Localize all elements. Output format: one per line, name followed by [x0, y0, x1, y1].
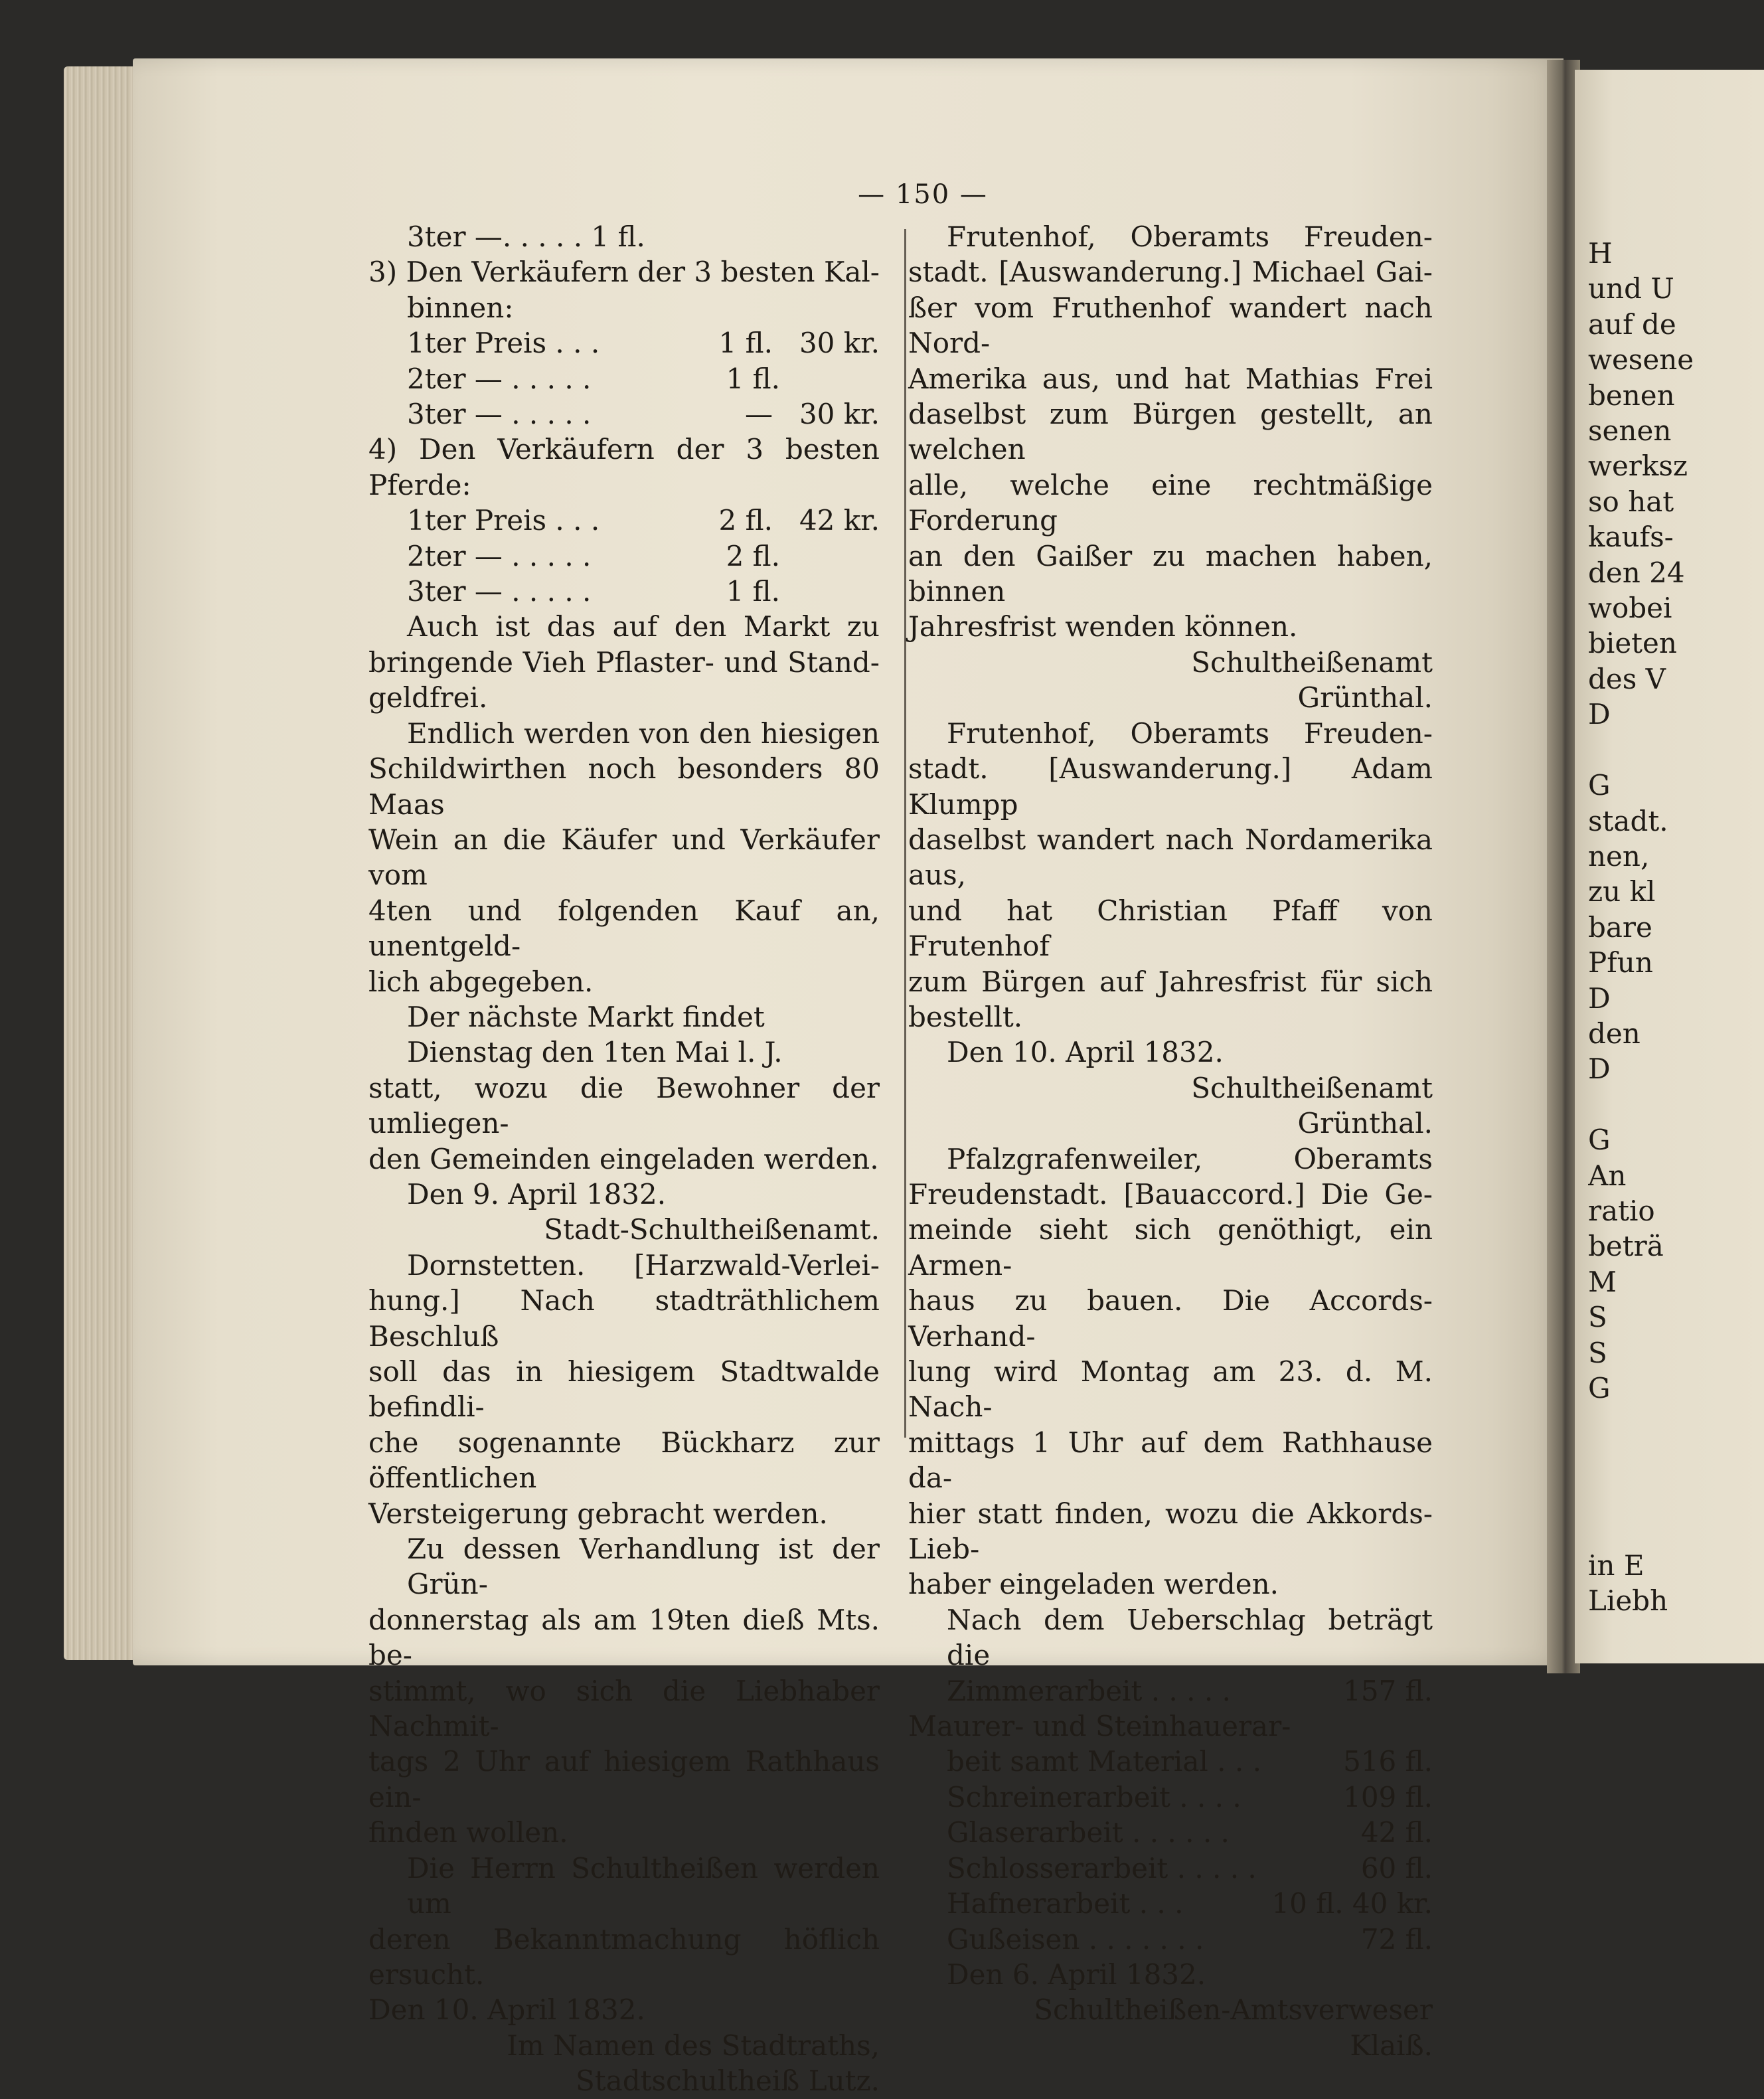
- text-line: Im Namen des Stadtraths,: [507, 2029, 880, 2062]
- text-line: den Gemeinden eingeladen werden.: [368, 1142, 879, 1175]
- text-line: G: [1588, 769, 1611, 802]
- text-line: donnerstag als am 19ten dieß Mts. be-: [368, 1603, 880, 1672]
- line-amount: 1 fl.: [726, 362, 780, 395]
- text-line: Maurer- und Steinhauerar-: [908, 1710, 1291, 1743]
- text-line: 4) Den Verkäufern der 3 besten Pferde:: [368, 433, 880, 501]
- text-line: daselbst wandert nach Nordamerika aus,: [908, 823, 1433, 892]
- line-amount: 2 fl.: [726, 539, 780, 572]
- text-line: statt, wozu die Bewohner der umliegen-: [368, 1071, 880, 1140]
- text-line: S: [1588, 1301, 1607, 1334]
- text-line: den: [1588, 1017, 1641, 1050]
- text-line: Pfun: [1588, 946, 1653, 979]
- line-amount: 2 fl.: [718, 504, 773, 537]
- line-amount-secondary: 30 kr.: [799, 398, 880, 431]
- text-line: [368, 503, 880, 538]
- text-line: finden wollen.: [368, 1816, 568, 1849]
- text-line: Den 10. April 1832.: [947, 1036, 1224, 1069]
- line-label: 3ter — . . . . .: [407, 575, 592, 608]
- text-line: daselbst zum Bürgen gestellt, an welchen: [908, 398, 1433, 466]
- text-line: deren Bekanntmachung höflich ersucht.: [368, 1922, 880, 1991]
- text-line: des V: [1588, 662, 1666, 695]
- line-spacer: [591, 396, 745, 432]
- text-line: [368, 361, 880, 396]
- text-line: geldfrei.: [368, 681, 488, 714]
- text-line: Liebh: [1588, 1584, 1668, 1618]
- next-page-partial-text: [1588, 236, 1761, 1619]
- text-line: Amerika aus, und hat Mathias Frei: [908, 362, 1433, 395]
- text-line: D: [1588, 1052, 1611, 1086]
- text-line: mittags 1 Uhr auf dem Rathhause da-: [908, 1426, 1433, 1495]
- text-line: Klaiß.: [1350, 2029, 1433, 2062]
- text-line: Auch ist das auf den Markt zu: [407, 610, 880, 643]
- line-spacer: [591, 539, 726, 574]
- text-line: zu kl: [1588, 875, 1656, 908]
- text-line: [908, 1673, 1433, 1709]
- line-spacer: [1261, 1744, 1343, 1779]
- text-line: S: [1588, 1336, 1607, 1369]
- text-line: bestellt.: [908, 1000, 1023, 1033]
- text-line: An: [1588, 1159, 1627, 1192]
- line-spacer: [1204, 1922, 1361, 1957]
- line-amount: 1 fl.: [726, 575, 780, 608]
- text-line: Stadtschultheiß Lutz.: [576, 2064, 880, 2098]
- text-line: [368, 325, 880, 361]
- text-line: Freudenstadt. [Bauaccord.] Die Ge-: [908, 1177, 1433, 1211]
- text-line: [1588, 1087, 1761, 1122]
- text-line: 4ten und folgenden Kauf an, unentgeld-: [368, 894, 880, 963]
- text-line: alle, welche eine rechtmäßige Forderung: [908, 468, 1433, 537]
- line-amount: 157 fl.: [1343, 1674, 1433, 1707]
- line-spacer: [600, 325, 718, 361]
- text-line: [368, 539, 880, 574]
- line-spacer: [780, 361, 880, 396]
- text-line: Wein an die Käufer und Verkäufer vom: [368, 823, 880, 892]
- text-line: [908, 1851, 1433, 1886]
- line-spacer: [591, 361, 726, 396]
- text-line: [1588, 1513, 1761, 1548]
- text-line: [908, 1780, 1433, 1815]
- text-line: 3ter —. . . . . 1 fl.: [407, 220, 645, 253]
- text-line: haus zu bauen. Die Accords-Verhand-: [908, 1284, 1433, 1353]
- text-line: D: [1588, 698, 1611, 731]
- line-spacer: [1183, 1886, 1271, 1921]
- text-line: binnen:: [407, 291, 514, 324]
- line-amount: 1 fl.: [718, 327, 773, 360]
- text-line: Jahresfrist wenden können.: [908, 610, 1298, 643]
- text-line: Zu dessen Verhandlung ist der Grün-: [407, 1533, 880, 1601]
- text-line: Schultheißenamt: [1191, 645, 1433, 679]
- text-line: lung wird Montag am 23. d. M. Nach-: [908, 1355, 1433, 1424]
- text-line: kaufs-: [1588, 521, 1674, 554]
- text-line: [368, 574, 880, 609]
- text-line: [908, 1886, 1433, 1921]
- line-label: Glaserarbeit . . . . . .: [947, 1816, 1230, 1849]
- text-line: beträ: [1588, 1230, 1664, 1263]
- text-line: werksz: [1588, 450, 1688, 483]
- line-amount: 10 fl. 40 kr.: [1271, 1887, 1433, 1920]
- right-text-column: [908, 219, 1433, 2063]
- text-line: benen: [1588, 378, 1675, 412]
- text-line: Frutenhof, Oberamts Freuden-: [947, 220, 1433, 253]
- line-amount: 72 fl.: [1360, 1922, 1433, 1956]
- line-amount: 60 fl.: [1360, 1851, 1433, 1885]
- text-line: [1588, 1442, 1761, 1477]
- text-line: so hat: [1588, 485, 1674, 518]
- text-line: 3) Den Verkäufern der 3 besten Kal-: [368, 256, 880, 289]
- line-amount: 42 fl.: [1360, 1816, 1433, 1849]
- line-label: 2ter — . . . . .: [407, 539, 592, 572]
- text-line: und hat Christian Pfaff von Frutenhof: [908, 894, 1433, 963]
- text-line: hier statt finden, wozu die Akkords-Lieb-: [908, 1497, 1433, 1566]
- text-line: Schildwirthen noch besonders 80 Maas: [368, 752, 880, 821]
- line-amount: 516 fl.: [1343, 1745, 1433, 1778]
- text-line: meinde sieht sich genöthigt, ein Armen-: [908, 1213, 1433, 1282]
- text-line: zum Bürgen auf Jahresfrist für sich: [908, 965, 1433, 998]
- line-amount-secondary: 42 kr.: [799, 504, 880, 537]
- text-line: Schultheißen-Amtsverweser: [1034, 1993, 1433, 2027]
- line-label: 1ter Preis . . .: [407, 327, 600, 360]
- text-line: wobei: [1588, 592, 1672, 625]
- text-line: Grünthal.: [1297, 681, 1433, 714]
- line-label: 2ter — . . . . .: [407, 362, 592, 395]
- text-line: Dienstag den 1ten Mai l. J.: [407, 1036, 783, 1069]
- text-line: bringende Vieh Pflaster- und Stand-: [368, 645, 880, 679]
- text-line: senen: [1588, 414, 1672, 448]
- line-label: Hafnerarbeit . . .: [947, 1887, 1184, 1920]
- text-line: Dornstetten. [Harzwald-Verlei-: [407, 1248, 880, 1282]
- line-label: Schlosserarbeit . . . . .: [947, 1851, 1257, 1885]
- text-line: [1588, 1477, 1761, 1512]
- text-line: [368, 396, 880, 432]
- text-line: stadt. [Auswanderung.] Adam Klumpp: [908, 752, 1433, 821]
- page-number: — 150 —: [858, 179, 988, 210]
- line-label: Zimmerarbeit . . . . .: [947, 1674, 1231, 1707]
- line-amount: 109 fl.: [1343, 1780, 1433, 1813]
- text-line: lich abgegeben.: [368, 965, 594, 998]
- line-label: 1ter Preis . . .: [407, 504, 600, 537]
- line-spacer: [1230, 1815, 1361, 1850]
- text-line: Grünthal.: [1297, 1107, 1433, 1140]
- text-line: Den 9. April 1832.: [407, 1177, 667, 1211]
- text-line: M: [1588, 1265, 1617, 1298]
- text-line: D: [1588, 981, 1611, 1015]
- text-line: tags 2 Uhr auf hiesigem Rathhaus ein-: [368, 1745, 880, 1813]
- text-line: [908, 1744, 1433, 1779]
- text-line: und U: [1588, 272, 1674, 305]
- text-line: stadt. [Auswanderung.] Michael Gai-: [908, 256, 1433, 289]
- text-line: G: [1588, 1124, 1611, 1157]
- text-line: G: [1588, 1372, 1611, 1404]
- text-line: Den 10. April 1832.: [368, 1993, 645, 2027]
- line-spacer: [1242, 1780, 1343, 1815]
- text-line: stimmt, wo sich die Liebhaber Nachmit-: [368, 1674, 880, 1743]
- text-line: auf de: [1588, 307, 1676, 341]
- text-line: nen,: [1588, 839, 1650, 873]
- text-line: [1588, 732, 1761, 768]
- text-line: hung.] Nach stadträthlichem Beschluß: [368, 1284, 880, 1353]
- text-line: bare: [1588, 910, 1652, 944]
- text-line: Den 6. April 1832.: [947, 1958, 1206, 1991]
- text-line: ratio: [1588, 1194, 1655, 1227]
- text-line: Pfalzgrafenweiler, Oberamts: [947, 1142, 1433, 1175]
- text-line: [908, 1922, 1433, 1957]
- text-line: che sogenannte Bückharz zur öffentlichen: [368, 1426, 880, 1495]
- left-text-column: [368, 219, 880, 2099]
- line-amount: —: [744, 398, 773, 431]
- text-line: haber eingeladen werden.: [908, 1568, 1279, 1601]
- line-spacer: [591, 574, 726, 609]
- text-line: wesene: [1588, 343, 1694, 377]
- line-spacer: [780, 539, 880, 574]
- text-line: den 24: [1588, 556, 1685, 589]
- line-spacer: [600, 503, 718, 538]
- text-line: soll das in hiesigem Stadtwalde befindli-: [368, 1355, 880, 1424]
- line-spacer: [780, 574, 880, 609]
- line-spacer: [1231, 1673, 1343, 1709]
- text-line: ßer vom Fruthenhof wandert nach Nord-: [908, 291, 1433, 360]
- text-line: Schultheißenamt: [1191, 1071, 1433, 1104]
- text-line: an den Gaißer zu machen haben, binnen: [908, 539, 1433, 608]
- text-line: [1588, 1406, 1761, 1441]
- text-line: Der nächste Markt findet: [407, 1000, 765, 1033]
- line-label: 3ter — . . . . .: [407, 398, 592, 431]
- text-line: bieten: [1588, 627, 1677, 660]
- text-line: [908, 1815, 1433, 1850]
- text-line: Die Herrn Schultheißen werden um: [407, 1851, 880, 1920]
- line-amount-secondary: 30 kr.: [799, 327, 880, 360]
- text-line: Versteigerung gebracht werden.: [368, 1497, 828, 1530]
- column-divider: [904, 229, 906, 1438]
- text-line: Frutenhof, Oberamts Freuden-: [947, 716, 1433, 750]
- line-spacer: [1257, 1851, 1361, 1886]
- text-line: Endlich werden von den hiesigen: [407, 716, 880, 750]
- text-line: in E: [1588, 1549, 1644, 1582]
- line-label: beit samt Material . . .: [947, 1745, 1261, 1778]
- line-label: Gußeisen . . . . . . .: [947, 1922, 1204, 1956]
- text-line: H: [1588, 237, 1613, 270]
- text-line: Nach dem Ueberschlag beträgt die: [947, 1603, 1433, 1672]
- text-line: stadt.: [1588, 804, 1668, 837]
- line-label: Schreinerarbeit . . . .: [947, 1780, 1242, 1813]
- text-line: Stadt-Schultheißenamt.: [544, 1213, 880, 1246]
